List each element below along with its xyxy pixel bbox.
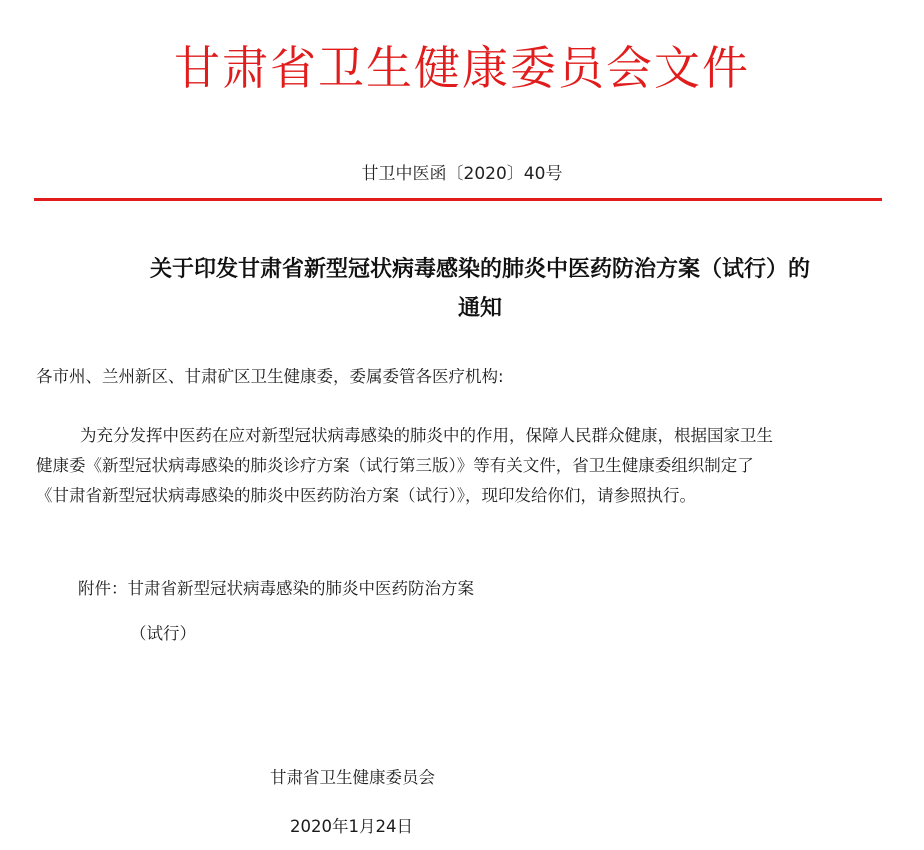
body-paragraph-line-3: 《甘肃省新型冠状病毒感染的肺炎中医药防治方案（试行）》，现印发给你们，请参照执行。: [36, 486, 696, 505]
body-paragraph-line-2: 健康委《新型冠状病毒感染的肺炎诊疗方案（试行第三版）》等有关文件，省卫生健康委组织制定了: [36, 456, 754, 475]
signature-organization: 甘肃省卫生健康委员会: [270, 768, 435, 787]
document-number: 甘卫中医函〔2020〕40号: [361, 164, 563, 184]
body-paragraph-line-1: 为充分发挥中医药在应对新型冠状病毒感染的肺炎中的作用，保障人民群众健康，根据国家卫生: [80, 426, 773, 445]
red-divider-line: [34, 198, 882, 201]
attachment-line-1: 附件：甘肃省新型冠状病毒感染的肺炎中医药防治方案: [78, 579, 474, 598]
salutation: 各市州、兰州新区、甘肃矿区卫生健康委，委属委管各医疗机构:: [36, 367, 504, 386]
notice-title-line-2: 通知: [457, 295, 502, 321]
notice-title-line-1: 关于印发甘肃省新型冠状病毒感染的肺炎中医药防治方案（试行）的: [149, 256, 810, 282]
attachment-line-2: （试行）: [130, 624, 196, 643]
signature-date: 2020年1月24日: [290, 817, 413, 836]
document-masthead: 甘肃省卫生健康委员会文件: [174, 41, 750, 95]
